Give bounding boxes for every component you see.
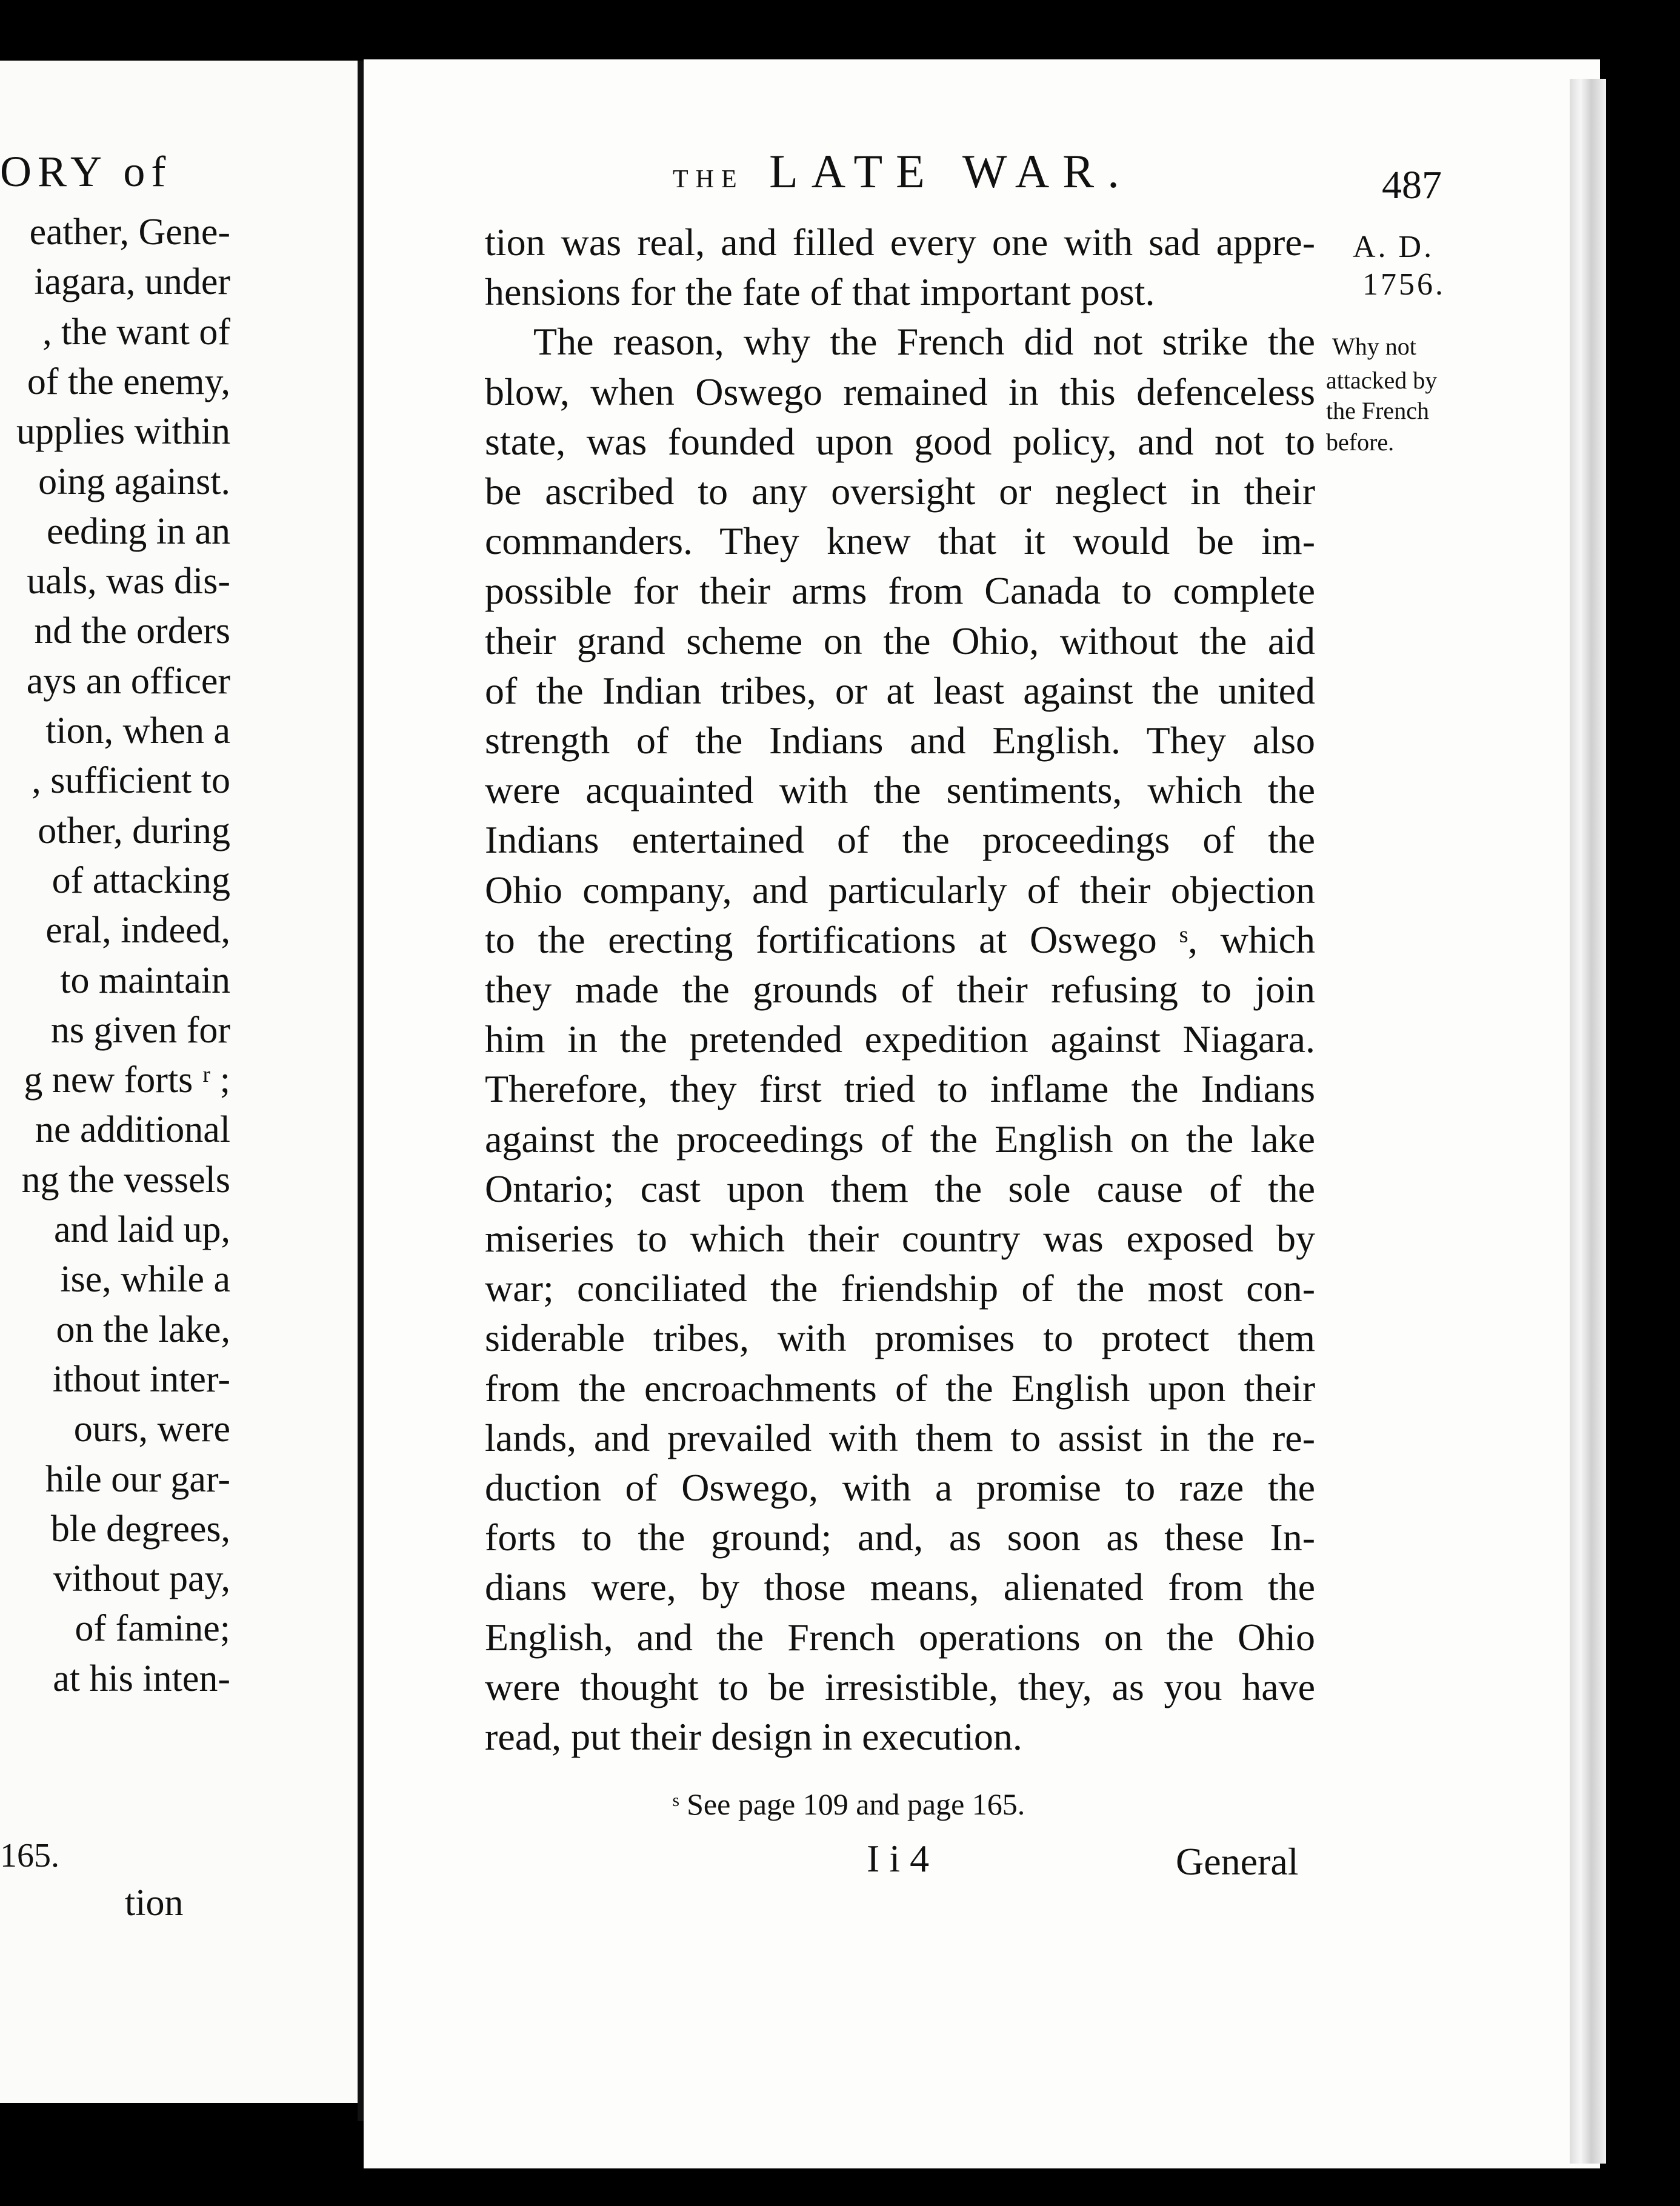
left-text-line: ays an officer xyxy=(26,660,230,702)
body-text-line: siderable tribes, with promises to protect them xyxy=(485,1316,1315,1360)
left-text-line: , sufficient to xyxy=(32,760,230,802)
left-text-line: ble degrees, xyxy=(50,1508,230,1550)
body-text-line: from the encroachments of the English upon their xyxy=(485,1366,1315,1410)
body-text-line: tion was real, and filled every one with sad appre- xyxy=(485,221,1315,264)
left-text-line: g new forts ʳ ; xyxy=(24,1059,230,1101)
body-text-line: state, was founded upon good policy, and not to xyxy=(485,419,1315,463)
left-text-line: hile our gar- xyxy=(45,1458,230,1500)
margin-note-line-4: before. xyxy=(1326,428,1395,456)
body-text-line: Ontario; cast upon them the sole cause of the xyxy=(485,1167,1315,1210)
body-text-line: forts to the ground; and, as soon as these In- xyxy=(485,1516,1315,1559)
left-text-line: iagara, under xyxy=(34,261,230,303)
left-text-line: , the want of xyxy=(42,311,230,353)
left-text-line: nd the orders xyxy=(34,610,230,652)
body-text-line: be ascribed to any oversight or neglect in their xyxy=(485,470,1315,513)
body-text-line: possible for their arms from Canada to complete xyxy=(485,569,1315,613)
body-text-line: their grand scheme on the Ohio, without the aid xyxy=(485,619,1315,662)
body-text-line: Ohio company, and particularly of their objection xyxy=(485,868,1315,911)
body-text-line: Indians entertained of the proceedings of the xyxy=(485,818,1315,862)
body-text-line: read, put their design in execution. xyxy=(485,1715,1022,1758)
left-text-line: ne additional xyxy=(35,1109,230,1151)
left-text-line: upplies within xyxy=(16,411,230,453)
body-text-line: miseries to which their country was exposed by xyxy=(485,1217,1315,1260)
body-text-line: hensions for the fate of that important post. xyxy=(485,270,1155,314)
left-text-line: ng the vessels xyxy=(21,1159,230,1201)
margin-year: 1756. xyxy=(1362,267,1445,302)
left-text-line: uals, was dis- xyxy=(27,561,230,602)
left-text-line: eeding in an xyxy=(46,510,230,552)
left-text-line: ise, while a xyxy=(60,1259,230,1301)
body-text-line: war; conciliated the friendship of the most con- xyxy=(485,1267,1315,1310)
body-text-line: to the erecting fortifications at Oswego ˢ, which xyxy=(485,918,1315,961)
footnote: ˢ See page 109 and page 165. xyxy=(673,1787,1025,1821)
body-text-line: they made the grounds of their refusing to join xyxy=(485,968,1315,1011)
page-edges xyxy=(1570,79,1606,2164)
body-text-line: blow, when Oswego remained in this defenceless xyxy=(485,370,1315,413)
body-text-line: The reason, why the French did not strike the xyxy=(533,320,1315,364)
margin-note-line-3: the French xyxy=(1326,397,1429,424)
left-text-line: ours, were xyxy=(73,1408,230,1450)
left-text-line: ns given for xyxy=(50,1009,230,1051)
catchword: General xyxy=(1176,1840,1299,1883)
margin-note-line-1: Why not xyxy=(1332,333,1416,360)
left-text-line: on the lake, xyxy=(56,1308,230,1350)
body-text-line: commanders. They knew that it would be im- xyxy=(485,519,1315,563)
body-text-line: were thought to be irresistible, they, as you have xyxy=(485,1665,1315,1708)
body-text-line: strength of the Indians and English. They also xyxy=(485,719,1315,762)
left-page xyxy=(0,61,358,2103)
body-text-line: English, and the French operations on the Ohio xyxy=(485,1615,1315,1659)
left-text-line: to maintain xyxy=(60,959,230,1001)
body-text-line: Therefore, they first tried to inflame the Indians xyxy=(485,1067,1315,1111)
body-text-line: were acquainted with the sentiments, which the xyxy=(485,768,1315,812)
left-text-line: eather, Gene- xyxy=(29,212,230,253)
margin-note-line-2: attacked by xyxy=(1326,367,1438,394)
running-head-title: LATE WAR. xyxy=(769,145,1133,198)
body-text-line: of the Indian tribes, or at least against the united xyxy=(485,668,1315,712)
left-catchword: tion xyxy=(125,1882,184,1924)
left-text-line: of attacking xyxy=(52,859,230,901)
left-text-line: and laid up, xyxy=(54,1209,230,1250)
running-head xyxy=(673,144,1133,199)
left-text-line: other, during xyxy=(38,810,230,851)
left-text-line: eral, indeed, xyxy=(45,910,230,951)
body-text-line: against the proceedings of the English on the lake xyxy=(485,1117,1315,1161)
running-head-the: THE xyxy=(673,165,744,193)
left-text-line: tion, when a xyxy=(45,710,230,751)
left-text-line: of the enemy, xyxy=(27,361,230,402)
body-text-line: lands, and prevailed with them to assist in the re- xyxy=(485,1416,1315,1459)
signature-mark: I i 4 xyxy=(867,1837,930,1880)
left-text-line: of famine; xyxy=(75,1608,230,1650)
left-running-head: ORY of xyxy=(0,147,172,196)
page-number: 487 xyxy=(1382,163,1442,207)
left-footnote: 165. xyxy=(0,1837,59,1874)
left-text-line: oing against. xyxy=(38,461,230,502)
body-text-line: dians were, by those means, alienated from the xyxy=(485,1565,1315,1609)
margin-year-ad: A. D. xyxy=(1353,230,1435,264)
left-text-line: vithout pay, xyxy=(53,1558,230,1600)
left-text-line: ithout inter- xyxy=(52,1358,230,1400)
body-text-line: duction of Oswego, with a promise to raze the xyxy=(485,1466,1315,1509)
left-text-line: at his inten- xyxy=(53,1658,230,1699)
body-text-line: him in the pretended expedition against Niagara. xyxy=(485,1018,1315,1061)
